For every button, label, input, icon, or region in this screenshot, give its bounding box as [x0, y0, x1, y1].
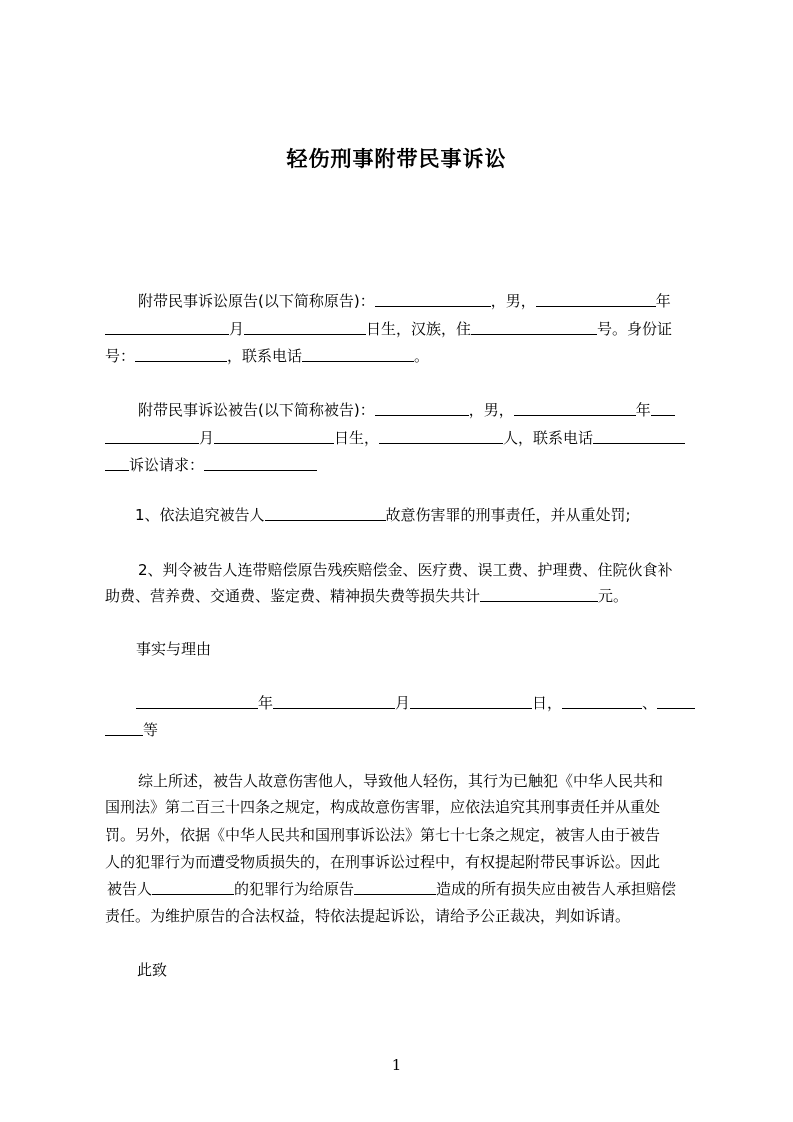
defendant-phone-blank[interactable]	[593, 428, 685, 444]
plaintiff-name-blank[interactable]	[375, 291, 491, 307]
facts-line-2	[105, 720, 158, 740]
facts-day-blank[interactable]	[410, 693, 532, 709]
defendant-name-blank[interactable]	[375, 400, 469, 416]
summary-crime-label: 的犯罪行为给原告	[234, 880, 355, 898]
defendant-birth-year-blank[interactable]	[514, 400, 636, 416]
summary-line-5	[107, 879, 676, 899]
defendant-line-1	[138, 400, 675, 420]
defendant-phone-label: 人，联系电话	[503, 429, 594, 447]
summary-line-1: 综上所述，被告人故意伤害他人，导致他人轻伤，其行为已触犯《中华人民共和	[138, 772, 664, 790]
facts-party-2-blank[interactable]	[657, 693, 695, 709]
plaintiff-year-label: 年	[655, 292, 671, 310]
claim-2-line-1: 2、判令被告人连带赔偿原告残疾赔偿金、医疗费、误工费、护理费、住院伙食补	[138, 561, 673, 579]
defendant-ethnicity-blank[interactable]	[379, 428, 503, 444]
claim-2-prefix: 助费、营养费、交通费、鉴定费、精神损失费等损失共计	[105, 587, 481, 605]
defendant-year-tail-blank[interactable]	[651, 400, 675, 416]
plaintiff-address-blank[interactable]	[471, 319, 597, 335]
plaintiff-birth-month-blank[interactable]	[105, 319, 229, 335]
summary-line-2: 国刑法》第二百三十四条之规定，构成故意伤害罪，应依法追究其刑事责任并从重处	[105, 798, 661, 816]
facts-heading: 事实与理由	[136, 640, 212, 658]
plaintiff-id-label: 号。身份证	[597, 320, 673, 338]
facts-month-label: 月	[395, 694, 411, 712]
plaintiff-phone-label: ，联系电话	[227, 347, 303, 365]
plaintiff-id-number-blank[interactable]	[135, 346, 227, 362]
defendant-month-label: 月	[199, 429, 215, 447]
facts-day-label: 日，	[532, 694, 563, 712]
claim-2-amount-blank[interactable]	[480, 586, 598, 602]
defendant-year-label: 年	[635, 401, 651, 419]
defendant-phone-tail-blank[interactable]	[105, 455, 129, 471]
facts-year-label: 年	[258, 694, 274, 712]
summary-defendant-blank[interactable]	[152, 879, 234, 895]
plaintiff-label: 附带民事诉讼原告(以下简称原告)：	[138, 292, 375, 310]
summary-line-6: 责任。为维护原告的合法权益，特依法提起诉讼，请给予公正裁决，判如诉请。	[105, 907, 631, 925]
defendant-birth-day-blank[interactable]	[214, 428, 334, 444]
facts-year-blank[interactable]	[136, 693, 258, 709]
summary-defendant-label: 被告人	[107, 880, 153, 898]
plaintiff-line-2	[105, 319, 672, 339]
plaintiff-birth-year-blank[interactable]	[536, 291, 656, 307]
summary-line-4: 人的犯罪行为而遭受物质损失的，在刑事诉讼过程中，有权提起附带民事诉讼。因此	[105, 853, 661, 871]
plaintiff-month-label: 月	[229, 320, 245, 338]
claim-2-line-2	[105, 586, 628, 606]
claim-1-suffix: 故意伤害罪的刑事责任，并从重处罚;	[385, 506, 631, 524]
plaintiff-end: 。	[414, 347, 430, 365]
plaintiff-phone-blank[interactable]	[302, 346, 414, 362]
defendant-label: 附带民事诉讼被告(以下简称被告)：	[138, 401, 375, 419]
plaintiff-address-label: 日生，汉族，住	[366, 320, 472, 338]
summary-line-3: 罚。另外，依据《中华人民共和国刑事诉讼法》第七十七条之规定，被害人由于被告	[105, 826, 661, 844]
page-number: 1	[391, 1056, 402, 1074]
facts-party-1-blank[interactable]	[562, 693, 642, 709]
facts-party-2-tail-blank[interactable]	[105, 720, 143, 736]
plaintiff-line-3	[105, 346, 429, 366]
defendant-line-3	[105, 455, 317, 475]
claim-2-suffix: 元。	[598, 587, 629, 605]
defendant-gender: ，男，	[468, 401, 514, 419]
plaintiff-gender: ，男，	[490, 292, 536, 310]
facts-etc: 等	[143, 721, 159, 739]
defendant-day-label: 日生，	[334, 429, 380, 447]
plaintiff-line-1	[138, 291, 671, 311]
facts-month-blank[interactable]	[273, 693, 395, 709]
claim-1	[135, 505, 631, 525]
plaintiff-birth-day-blank[interactable]	[244, 319, 366, 335]
summary-liability-label: 造成的所有损失应由被告人承担赔偿	[436, 880, 677, 898]
closing-text: 此致	[137, 961, 168, 979]
claim-1-defendant-blank[interactable]	[265, 505, 386, 521]
document-title: 轻伤刑事附带民事诉讼	[286, 147, 507, 171]
facts-line-1	[136, 693, 695, 713]
claims-blank[interactable]	[204, 455, 317, 471]
claim-1-prefix: 1、依法追究被告人	[135, 506, 265, 524]
summary-plaintiff-blank[interactable]	[354, 879, 436, 895]
claims-label: 诉讼请求：	[129, 456, 205, 474]
facts-separator: 、	[642, 694, 658, 712]
plaintiff-id-number-label: 号：	[105, 347, 136, 365]
defendant-line-2	[105, 428, 685, 448]
defendant-birth-month-blank[interactable]	[105, 428, 199, 444]
